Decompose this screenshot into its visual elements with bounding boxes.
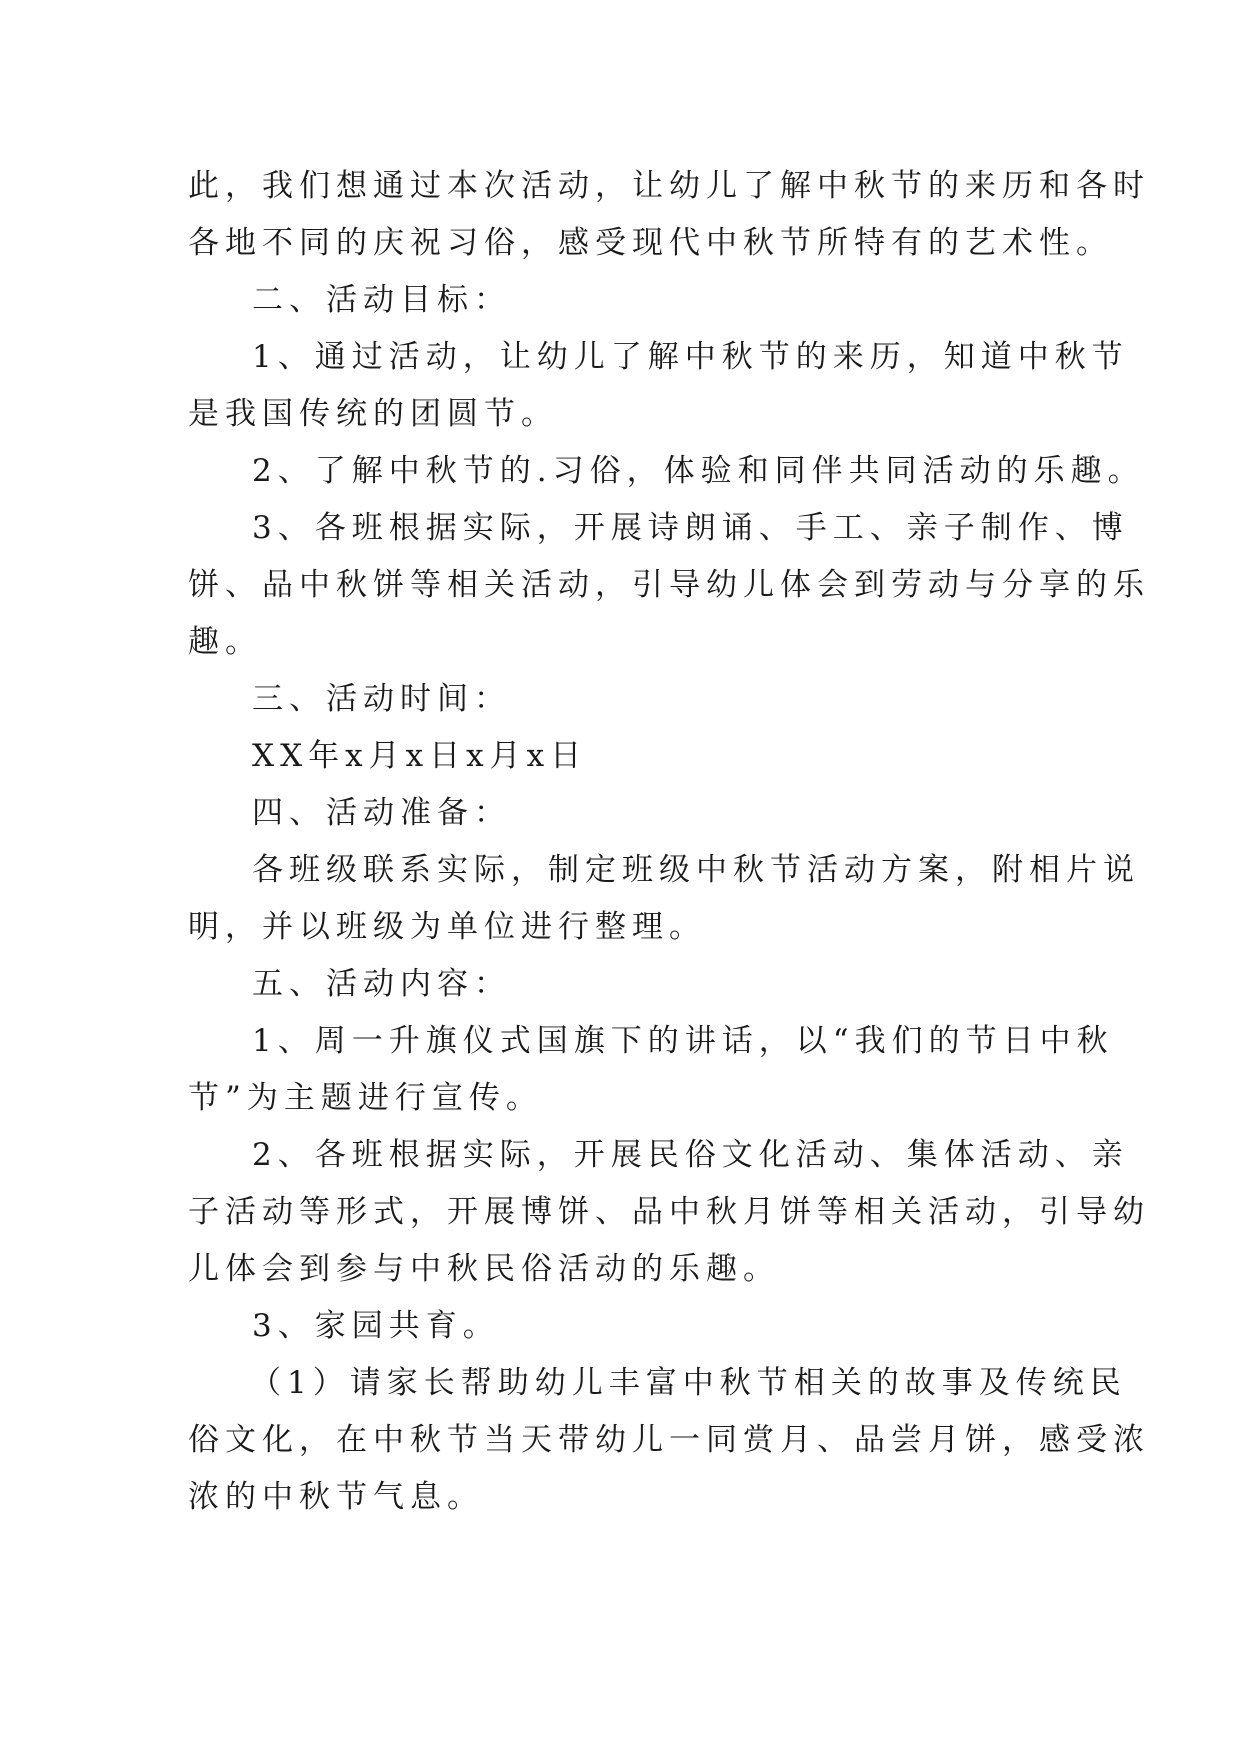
paragraph-goal-2	[188, 443, 1145, 500]
paragraph-intro-continued	[188, 158, 1150, 272]
text-line: 1、周一升旗仪式国旗下的讲话，以“我们的节日中秋	[252, 1023, 1114, 1059]
text-line: 3、各班根据实际，开展诗朗诵、手工、亲子制作、博	[252, 510, 1129, 546]
text-line: 浓的中秋节气息。	[188, 1479, 484, 1515]
paragraph-content-1	[188, 1013, 1114, 1127]
heading-activity-content	[188, 956, 1058, 1013]
heading-activity-preparation	[188, 785, 1058, 842]
heading-activity-goals	[188, 272, 1058, 329]
text-line: 是我国传统的团圆节。	[188, 396, 558, 432]
text-line: 3、家园共育。	[252, 1308, 500, 1344]
text-line: 1、通过活动，让幼儿了解中秋节的来历，知道中秋节	[252, 339, 1129, 375]
text-line: XX年x月x日x月x日	[252, 738, 588, 774]
text-line: 儿体会到参与中秋民俗活动的乐趣。	[188, 1251, 780, 1287]
paragraph-goal-1	[188, 329, 1129, 443]
document-page	[188, 158, 1150, 1526]
text-line: 俗文化，在中秋节当天带幼儿一同赏月、品尝月饼，感受浓	[188, 1422, 1150, 1458]
text-line: 明，并以班级为单位进行整理。	[188, 909, 706, 945]
text-line: （1）请家长帮助幼儿丰富中秋节相关的故事及传统民	[250, 1365, 1127, 1401]
text-line: 2、了解中秋节的.习俗，体验和同伴共同活动的乐趣。	[252, 453, 1145, 489]
paragraph-goal-3	[188, 500, 1150, 671]
text-line: 各班级联系实际，制定班级中秋节活动方案，附相片说	[252, 852, 1140, 888]
text-line: 各地不同的庆祝习俗，感受现代中秋节所特有的艺术性。	[188, 225, 1113, 261]
section-heading: 四、活动准备：	[252, 795, 511, 831]
text-line: 趣。	[188, 624, 262, 660]
section-heading: 五、活动内容：	[252, 966, 511, 1002]
paragraph-preparation	[188, 842, 1140, 956]
heading-activity-time	[188, 671, 1058, 728]
section-heading: 三、活动时间：	[252, 681, 511, 717]
paragraph-content-3-1	[188, 1355, 1150, 1526]
text-line: 节”为主题进行宣传。	[188, 1080, 543, 1116]
paragraph-date	[188, 728, 1058, 785]
paragraph-content-3	[188, 1298, 1058, 1355]
text-line: 饼、品中秋饼等相关活动，引导幼儿体会到劳动与分享的乐	[188, 567, 1150, 603]
text-line: 2、各班根据实际，开展民俗文化活动、集体活动、亲	[252, 1137, 1129, 1173]
paragraph-content-2	[188, 1127, 1150, 1298]
text-line: 此，我们想通过本次活动，让幼儿了解中秋节的来历和各时	[188, 168, 1150, 204]
text-line: 子活动等形式，开展博饼、品中秋月饼等相关活动，引导幼	[188, 1194, 1150, 1230]
section-heading: 二、活动目标：	[252, 282, 511, 318]
